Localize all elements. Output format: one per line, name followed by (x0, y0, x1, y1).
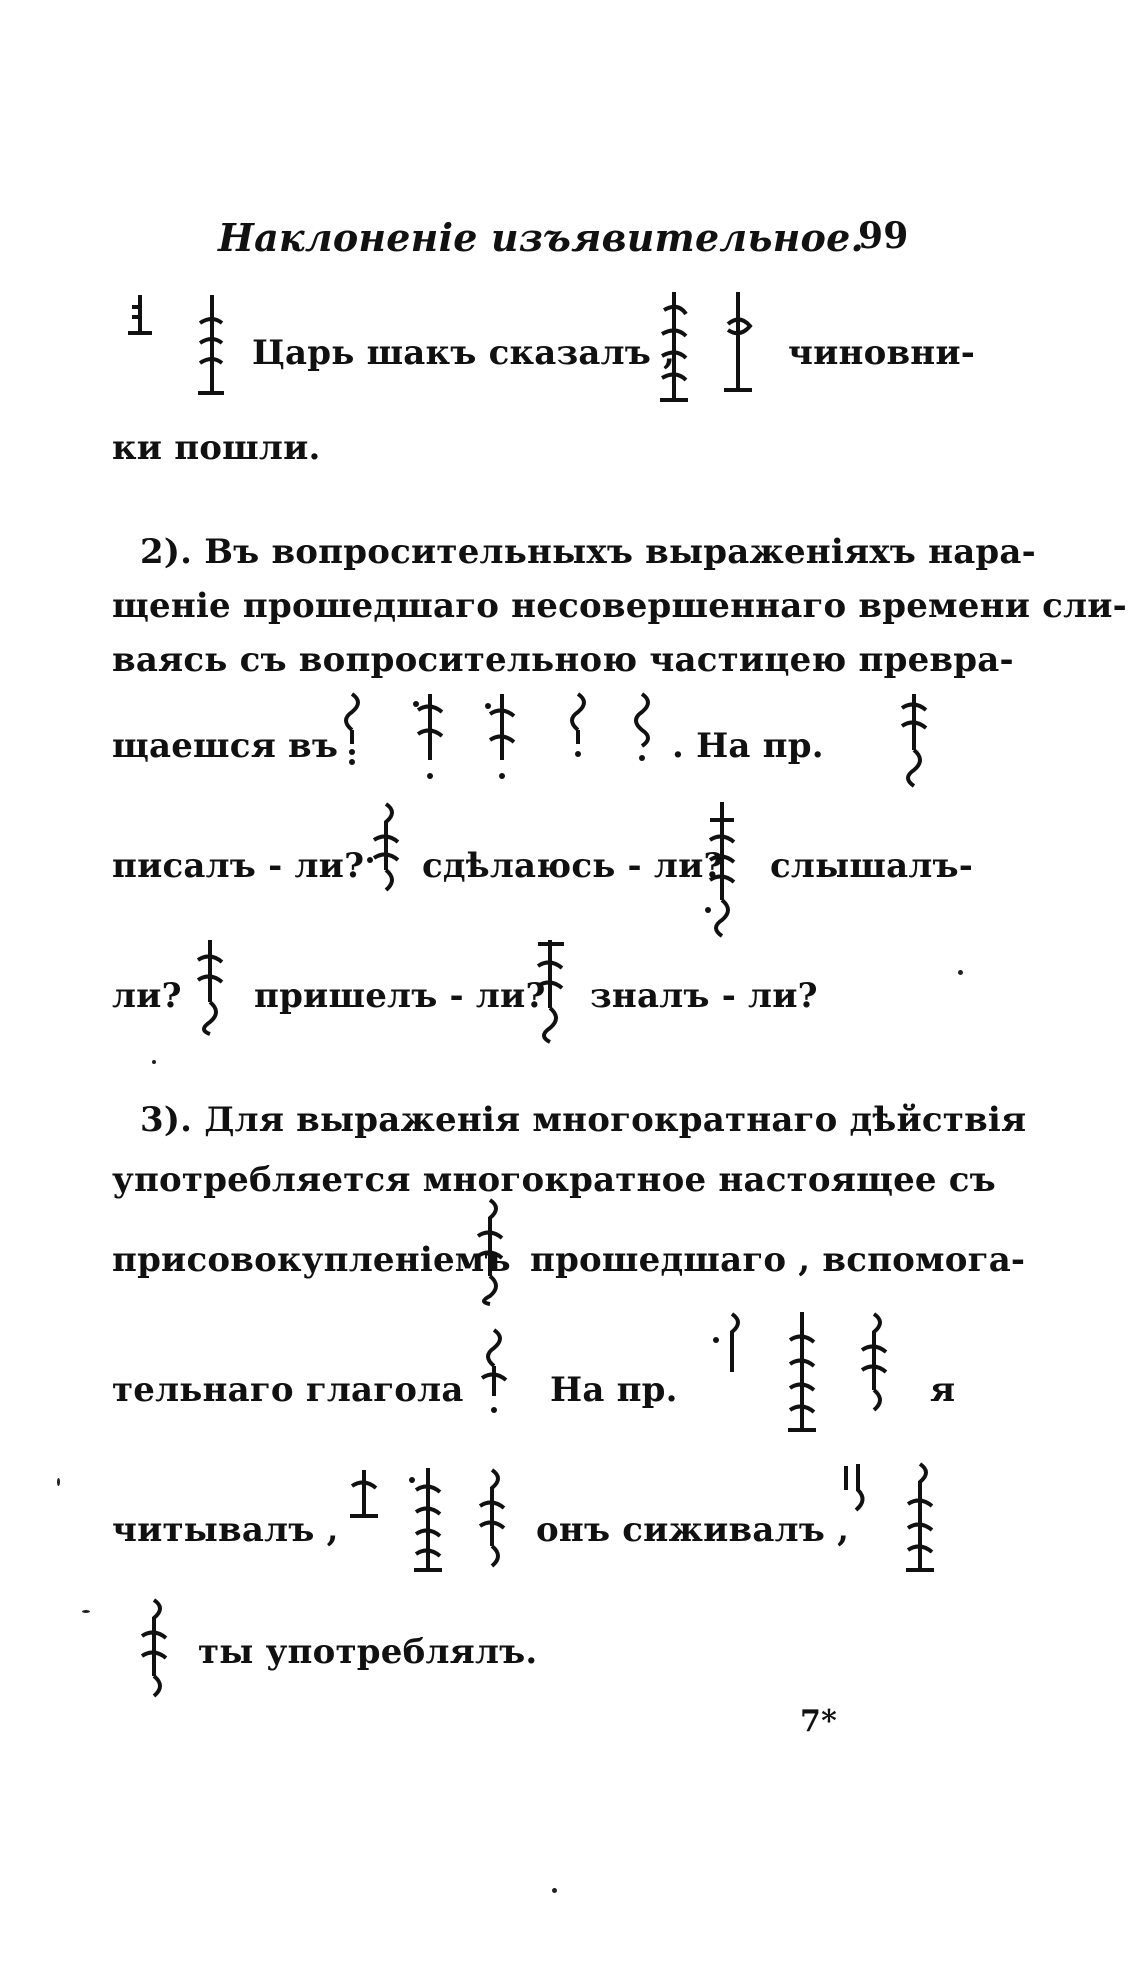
mongolian-word-icon (710, 1310, 754, 1380)
mongolian-word-icon (480, 690, 524, 790)
text-line: прошедшаго , вспомога- (530, 1240, 1026, 1280)
text-line: ты употреблялъ. (198, 1632, 538, 1672)
text-line: я (930, 1370, 956, 1410)
text-line: сдѣлаюсь - ли? (422, 846, 724, 886)
mongolian-word-icon (472, 1326, 516, 1426)
text-line: ки пошли. (112, 428, 321, 468)
mongolian-word-icon (716, 290, 760, 400)
page-number: 99 (858, 215, 909, 257)
text-line: 3). Для выраженія многократнаго дѣйствія (140, 1100, 1027, 1140)
text-line: писалъ - ли? (112, 846, 365, 886)
text-line: . На пр. (672, 726, 824, 766)
text-line: зналъ - ли? (590, 976, 818, 1016)
mongolian-word-icon (406, 1466, 450, 1586)
text-line: ли? (112, 976, 182, 1016)
mongolian-word-icon (700, 800, 744, 940)
text-line: щеніе прошедшаго несовершеннаго времени сли- (112, 586, 1127, 626)
text-line: щаешся въ (112, 726, 339, 766)
mongolian-word-icon (556, 690, 600, 770)
text-line: онъ сиживалъ , (536, 1510, 850, 1550)
ink-speck (57, 1478, 60, 1486)
mongolian-word-icon (468, 1196, 512, 1306)
ink-speck (958, 970, 963, 975)
mongolian-word-icon (834, 1460, 878, 1520)
ink-speck (82, 1610, 90, 1613)
mongolian-word-icon (364, 800, 408, 900)
mongolian-word-icon (852, 1310, 896, 1420)
text-line: читывалъ , (112, 1510, 339, 1550)
text-line: ваясь съ вопросительною частицею превра- (112, 640, 1014, 680)
mongolian-word-icon (898, 1460, 942, 1590)
ink-speck (552, 1888, 557, 1893)
mongolian-word-icon (408, 690, 452, 790)
signature-mark: 7* (800, 1704, 837, 1739)
text-line: употребляется многократное настоящее съ (112, 1160, 996, 1200)
mongolian-word-icon (892, 690, 936, 790)
text-line: тельнаго глагола (112, 1370, 464, 1410)
text-line: На пр. (550, 1370, 678, 1410)
text-line: 2). Въ вопросительныхъ выраженіяхъ нара- (140, 532, 1036, 572)
mongolian-word-icon (528, 936, 572, 1046)
mongolian-word-icon (118, 293, 162, 343)
running-header-title: Наклоненіе изъявительное. (218, 215, 864, 260)
mongolian-word-icon (188, 293, 232, 403)
ink-speck (152, 1060, 156, 1064)
mongolian-word-icon (470, 1466, 514, 1576)
text-line: чиновни- (788, 333, 976, 373)
mongolian-word-icon (330, 690, 374, 770)
text-line: пришелъ - ли? (254, 976, 546, 1016)
mongolian-word-icon (652, 290, 696, 410)
mongolian-word-icon (132, 1596, 176, 1706)
mongolian-word-icon (780, 1310, 824, 1450)
mongolian-word-icon (342, 1466, 386, 1546)
mongolian-word-icon (620, 690, 664, 770)
mongolian-word-icon (188, 936, 232, 1036)
text-line: присовокупленіемъ (112, 1240, 511, 1280)
text-line: Царь шакъ сказалъ , (252, 333, 676, 373)
text-line: слышалъ- (770, 846, 974, 886)
